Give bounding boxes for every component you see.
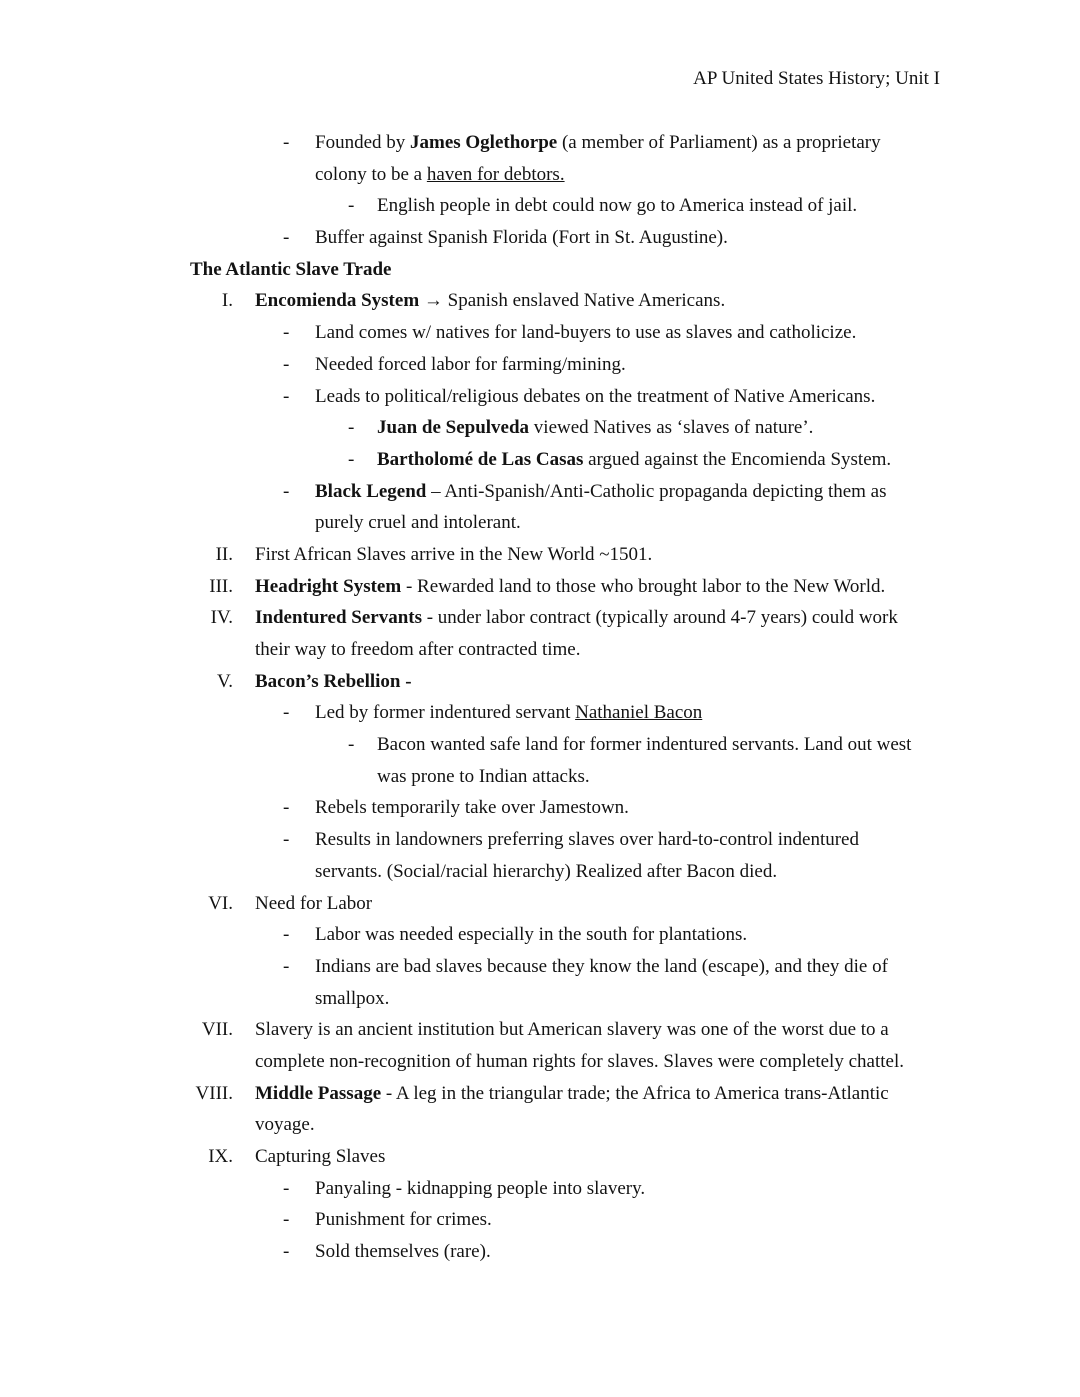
list-line <box>0 1109 1080 1141</box>
dash-marker: - <box>348 417 355 439</box>
text-segment: English people in debt could now go to America instead of jail. <box>377 195 858 217</box>
dash-marker: - <box>283 955 290 977</box>
list-line <box>0 983 1080 1015</box>
text-segment: Led by former indentured servant <box>315 702 576 724</box>
text-segment: First African Slaves arrive in the New World ~1501. <box>255 543 653 565</box>
dash-marker: - <box>283 385 290 407</box>
list-line <box>0 571 1080 603</box>
list-line <box>0 1204 1080 1236</box>
roman-numeral: VIII. <box>195 1082 233 1104</box>
roman-numeral: VI. <box>208 892 233 914</box>
list-line <box>0 919 1080 951</box>
roman-numeral: II. <box>215 543 233 565</box>
text-segment: – Anti-Spanish/Anti-Catholic propaganda depicting them as <box>426 480 887 502</box>
text-segment: their way to freedom after contracted time. <box>255 639 581 660</box>
dash-marker: - <box>348 195 355 217</box>
dash-marker: - <box>283 829 290 851</box>
dash-marker: - <box>283 797 290 819</box>
roman-numeral: IX. <box>208 1146 233 1167</box>
list-line <box>0 951 1080 983</box>
text-segment: Indentured Servants <box>255 607 422 629</box>
text-segment: - Rewarded land to those who brought labor to the New World. <box>401 575 886 597</box>
text-segment: was prone to Indian attacks. <box>377 765 590 787</box>
text-segment: - A leg in the triangular trade; the Africa to America trans-Atlantic <box>381 1082 889 1104</box>
list-line <box>0 792 1080 824</box>
list-line <box>0 666 1080 698</box>
list-line <box>0 539 1080 571</box>
text-segment: The Atlantic Slave Trade <box>190 258 392 280</box>
text-segment: Land comes w/ natives for land-buyers to use as slaves and catholicize. <box>315 322 857 344</box>
dash-marker: - <box>283 353 290 375</box>
list-line <box>0 1078 1080 1110</box>
text-segment: - under labor contract (typically around 4-7 years) could work <box>421 607 898 629</box>
text-segment: Panyaling - kidnapping people into slavery. <box>315 1177 646 1199</box>
list-line <box>0 159 1080 191</box>
list-line <box>0 317 1080 349</box>
text-segment: Bartholomé de Las Casas <box>377 448 584 470</box>
list-line <box>0 697 1080 729</box>
text-segment: Labor was needed especially in the south for plantations. <box>315 924 748 946</box>
text-segment: Needed forced labor for farming/mining. <box>315 353 626 375</box>
notes-outline <box>0 127 1080 1268</box>
list-line <box>0 888 1080 920</box>
text-segment: Results in landowners preferring slaves over hard-to-control indentured <box>315 829 859 851</box>
text-segment: smallpox. <box>315 987 390 1009</box>
text-segment: Indians are bad slaves because they know the land (escape), and they die of <box>315 955 888 977</box>
text-segment: Bacon wanted safe land for former indentured servants. Land out west <box>377 734 912 756</box>
list-line <box>0 1046 1080 1078</box>
text-segment: argued against the Encomienda System. <box>583 448 892 470</box>
list-line <box>0 222 1080 254</box>
dash-marker: - <box>283 227 290 249</box>
text-segment: Buffer against Spanish Florida (Fort in St. Augustine). <box>315 227 728 249</box>
list-line <box>0 1236 1080 1268</box>
text-segment: voyage. <box>255 1114 315 1136</box>
text-segment: complete non-recognition of human rights for slaves. Slaves were completely chattel. <box>255 1050 904 1072</box>
list-line <box>0 254 1080 286</box>
dash-marker: - <box>283 322 290 344</box>
text-segment: Bacon’s Rebellion - <box>255 670 412 692</box>
dash-marker: - <box>348 448 355 470</box>
list-line <box>0 507 1080 539</box>
text-segment: colony to be a <box>315 163 427 185</box>
text-segment: purely cruel and intolerant. <box>315 512 521 534</box>
list-line <box>0 127 1080 159</box>
roman-numeral: I. <box>221 290 233 312</box>
list-line <box>0 190 1080 222</box>
text-segment: Leads to political/religious debates on the treatment of Native Americans. <box>315 385 876 407</box>
list-line <box>0 1014 1080 1046</box>
text-segment: Black Legend <box>315 480 427 502</box>
roman-numeral: IV. <box>210 607 233 629</box>
text-segment: Sold themselves (rare). <box>315 1241 491 1263</box>
text-segment: Founded by <box>315 132 410 153</box>
dash-marker: - <box>283 924 290 946</box>
dash-marker: - <box>283 702 290 724</box>
text-segment: Headright System <box>255 575 402 597</box>
text-segment: (a member of Parliament) as a proprietary <box>557 132 881 153</box>
list-line <box>0 349 1080 381</box>
text-segment: Encomienda System <box>255 290 420 312</box>
list-line <box>0 1141 1080 1173</box>
text-segment: Juan de Sepulveda <box>377 417 530 439</box>
text-segment: Need for Labor <box>255 892 373 914</box>
list-line <box>0 634 1080 666</box>
dash-marker: - <box>283 132 290 153</box>
list-line <box>0 285 1080 317</box>
dash-marker: - <box>283 1241 290 1263</box>
list-line <box>0 444 1080 476</box>
text-segment: servants. (Social/racial hierarchy) Realized after Bacon died. <box>315 860 778 882</box>
list-line <box>0 1173 1080 1205</box>
list-line <box>0 761 1080 793</box>
text-segment: Punishment for crimes. <box>315 1209 492 1231</box>
dash-marker: - <box>348 734 355 756</box>
list-line <box>0 476 1080 508</box>
list-line <box>0 824 1080 856</box>
list-line <box>0 729 1080 761</box>
text-segment: Rebels temporarily take over Jamestown. <box>315 797 629 819</box>
text-segment: viewed Natives as ‘slaves of nature’. <box>529 417 814 439</box>
text-segment: → Spanish enslaved Native Americans. <box>419 290 726 312</box>
roman-numeral: III. <box>209 575 233 597</box>
list-line <box>0 381 1080 413</box>
text-segment: Nathaniel Bacon <box>575 702 703 724</box>
page-header: AP United States History; Unit I <box>693 68 940 89</box>
text-segment: James Oglethorpe <box>410 132 558 153</box>
dash-marker: - <box>283 480 290 502</box>
dash-marker: - <box>283 1209 290 1231</box>
text-segment: haven for debtors. <box>426 163 565 185</box>
list-line <box>0 602 1080 634</box>
list-line <box>0 412 1080 444</box>
roman-numeral: V. <box>216 670 233 692</box>
dash-marker: - <box>283 1177 290 1199</box>
text-segment: Capturing Slaves <box>255 1146 386 1167</box>
roman-numeral: VII. <box>201 1019 233 1041</box>
list-line <box>0 856 1080 888</box>
text-segment: Slavery is an ancient institution but American slavery was one of the worst due to a <box>255 1019 889 1041</box>
text-segment: Middle Passage <box>255 1082 382 1104</box>
